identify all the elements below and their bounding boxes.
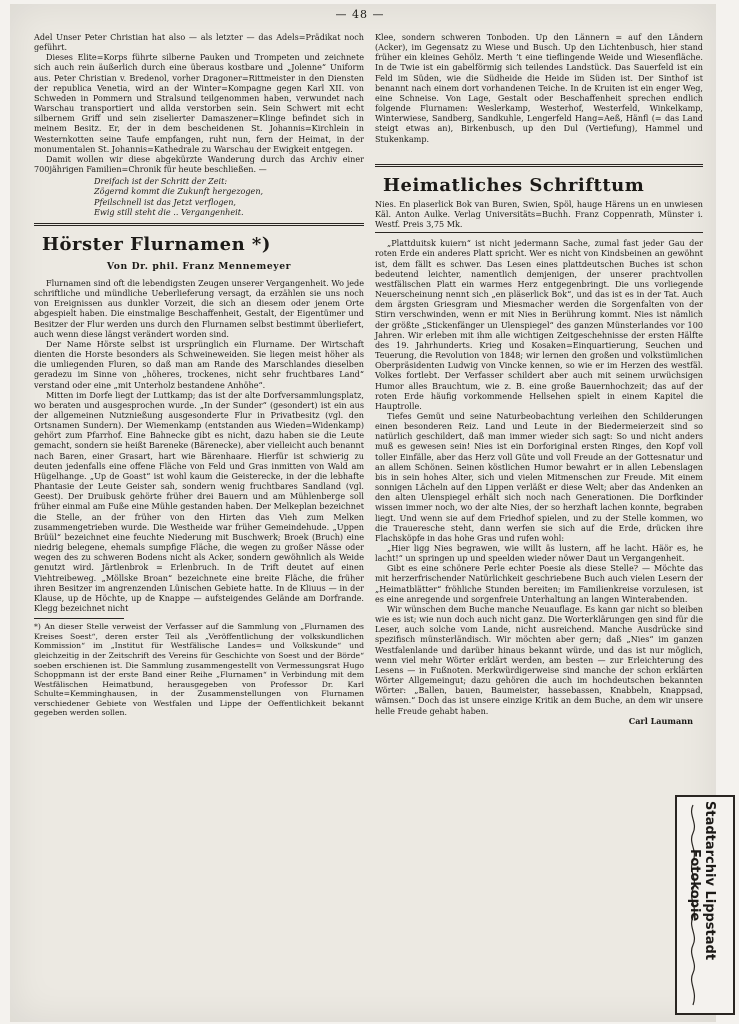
newspaper-page bbox=[10, 4, 716, 1022]
review-book-info: Nies. En plaserlick Bok van Buren, Swien, Spöl, hauge Härens un en unwiesen Käl. Anton Aulke. Verlag Universitäts=Buchh. Franz Coppenrath, Münster i. Westf. Preis 3,75 Mk. bbox=[375, 198, 703, 230]
review-divider bbox=[375, 232, 703, 233]
poem-line: Pfeilschnell ist das Jetzt verflogen, bbox=[94, 196, 236, 207]
review-paragraph: „Plattduitsk kuiern“ ist nicht jedermann Sache, zumal fast jeder Gau der roten Erde ein anderes Platt spricht. Wer es nicht von Kindsbeinen an gewöhnt ist, dem fällt es schwer. Das Lesen eines plattdeutschen Buches ist schon bedeutend leichter, namentlich demjenigen, der unserer prachtvollen westfälischen Platt ein warmes Herz entgegenbringt. Die uns vorliegende Neuerscheinung nennt sich „en pläserlick Bok“, und das ist es in der Tat. Auch dem ärgsten Griesgram und Miesmacher werden die Sorgenfalten von der Stirn verschwinden, wenn er mit Nies in Berührung kommt. Nies ist nämlich der größte „Stickenfänger un Ulenspiegel“ des ganzen Münsterlandes vor 100 Jahren. Wir erleben mit ihm alle wichtigen Zeitgeschehnisse der ersten Hälfte des 19. Jahrhunderts. Krieg und Kosaken=Einquartierung, Seuchen und Teuerung, die Revolution von 1848; wir lernen den großen und volkstümlichen Oberpräsidenten Ludwig von Vincke kennen, so wie er im Herzen des westfäl. Volkes fortlebt. Der Verfasser schildert aber auch mit seinem urwüchsigen Humor alles Brauchtum, wie z. B. eine große Bauernhochzeit; das auf der roten Erde häufig vorkommende Hellsehen spielt in einem Kapitel die Hauptrolle. bbox=[375, 238, 703, 411]
review-paragraph: Wir wünschen dem Buche manche Neuauflage. Es kann gar nicht so bleiben wie es ist; wie nun doch auch nicht ganz. Die Worterklärungen gen sind für die Leser, auch solche vom Lande, nicht ausreichend. Manche Ausdrücke sind spezifisch münsterländisch. Wir möchten aber gern; daß „Nies“ im ganzen Westfalenlande und darüber hinaus bekannt würde, und das ist nur möglich, wenn viel mehr Wörter erklärt werden, am besten — zur Erleichterung des Lesens — in Fußnoten. Merkwürdigerweise sind manche der schon erklärten Wörter Allgemeingut; dazu gehören die auch im hochdeutschen bekannten Wörter: „Ballen, bauen, Baumeister, hassebassen, Knabbeln, Knappsad, wämsen.“ Doch das ist unsere einzige Kritik an dem Buche, an dem wir unsere helle Freude gehabt haben. bbox=[375, 603, 703, 716]
stamp-line: Fotokopie bbox=[687, 849, 702, 922]
article-byline: Von Dr. phil. Franz Mennemeyer bbox=[106, 260, 292, 272]
article-title: Hörster Flurnamen *) bbox=[42, 233, 271, 255]
poem-line: Ewig still steht die .. Vergangenheit. bbox=[94, 206, 244, 217]
section-divider bbox=[375, 164, 703, 167]
left-column bbox=[34, 32, 364, 718]
right-column bbox=[375, 32, 703, 726]
intro-paragraph: Dieses Elite=Korps führte silberne Pauken und Trompeten und zeichnete sich auch rein äußerlich durch eine überaus kostbare und „Jolenne“ Uniform aus. Peter Christian v. Bredenol, vorher Dragoner=Rittmeister in den Diensten der republica Venetia, wird an der Winter=Kompagne gegen Karl XII. von Schweden in Pommern und Stralsund teilgenommen haben, verwundet nach Warschau transportiert und allda verstorben sein. Sein Schwert mit echt silbernem Griff und sein ziselierter Damaszener=Klinge befindet sich in meinem Besitz. Er, der in dem bescheidenen St. Johannis=Kirchlein in Westernkotten seine Taufe empfangen, ruht nun, fern der Heimat, in der monumentalen St. Johannis=Kathedrale zu Warschau der Ewigkeit entgegen. bbox=[34, 52, 364, 154]
poem-line: Zögernd kommt die Zukunft hergezogen, bbox=[94, 186, 264, 197]
intro-paragraph: Damit wollen wir diese abgekürzte Wanderung durch das Archiv einer 700jährigen Familien=Chronik für heute beschließen. — bbox=[34, 153, 364, 175]
review-paragraph: Tiefes Gemüt und seine Naturbeobachtung verleihen den Schilderungen einen besonderen Reiz. Land und Leute in der Biedermeierzeit sind so natürlich geschildert, daß man immer wieder sich sagt: So und nicht anders muß es gewesen sein! Nies ist ein Dorforiginal ersten Ringes, den Kopf voll toller Einfälle, aber das Herz voll Güte und voll Freude an der Gottesnatur und an allem Schönen. Seinen köstlichen Humor bewahrt er in allen Lebenslagen bis in sein hohes Alter, sich und vielen Mitmenschen zur Freude. Mit einem sonnigen Lächeln auf den Lippen verläßt er diese Welt; aber das Andenken an den alten Ulenspiegel erhält sich noch nach Generationen. Die Dorfkinder wissen immer noch, wo der alte Nies, der so herzhaft lachen konnte, begraben liegt. Und wenn sie auf dem Friedhof spielen, und zu der Stelle kommen, wo die Traueresche steht, dann werfen sie sich auf die Erde, drücken ihre Flachsköpfe in das hohe Gras und rufen wohl: bbox=[375, 410, 703, 543]
section-title: Heimatliches Schrifttum bbox=[383, 174, 645, 196]
archive-stamp bbox=[675, 795, 735, 1015]
review-paragraph: Gibt es eine schönere Perle echter Poesie als diese Stelle? — Möchte das mit herzerfrischender Natürlichkeit geschriebene Buch auch vielen Lesern der „Heimatblätter“ fröhliche Stunden bereiten; im Familienkreise vorzulesen, ist es eine anregende und sorgenfreie Unterhaltung an langen Winterabenden. bbox=[375, 563, 703, 604]
article-paragraph: Flurnamen sind oft die lebendigsten Zeugen unserer Vergangenheit. Wo jede schriftliche und mündliche Ueberlieferung versagt, da erzählen sie uns noch von Ereignissen aus dunkler Vorzeit, die sich an diesem oder jenem Orte abgespielt haben. Die einstmalige Beschaffenheit, Gestalt, der Eigentümer und Besitzer der Flur werden uns durch den Flurnamen selbst bestimmt überliefert, auch wenn diese längst verändert worden sind. bbox=[34, 277, 364, 339]
poem-line: Dreifach ist der Schritt der Zeit: bbox=[94, 176, 228, 187]
article-paragraph: Mitten im Dorfe liegt der Luttkamp; das ist der alte Dorfversammlungsplatz, wo beraten und ausgesprochen wurde. „In der Sunder“ (gesondert) ist ein aus der allgemeinen Nutznießung ausgesonderte Flur in Privatbesitz (vgl. den Ortsnamen Sundern). Der Wiemenkamp (entstanden aus Wieden=Widenkamp) gehört zum Pfarrhof. Eine Bahnecke gibt es nicht, dazu haben sie die Leute gemacht, sondern sie heißt Bareneke (Bärenecke), aber vielleicht auch benannt nach Baren, einer Grasart, hart wie Bärenhaare. Hierfür ist schwierig zu deuten jedenfalls eine offene Fläche von Feld und Gras inmitten von Wald am Hügelhange. „Up de Goast“ ist wohl kaum die Geisterecke, in der die lebhafte Phantasie der Leute Geister sah, sondern wenig fruchtbares Sandland (vgl. Geest). Der Druibusk gehörte früher drei Bauern und am Mühlenberge soll früher einmal am Fuße eine Mühle gestanden haben. Der Melkeplan bezeichnet die Stelle, an der früher von den Hirten das Vieh zum Melken zusammengetrieben wurde. Die Westheide war früher Gemeindehude. „Uppen Brüül“ bezeichnet eine feuchte Niederung mit Buschwerk; Broek (Bruch) eine niedrig belegene, ehemals sumpfige Fläche, die wegen zu großer Nässe oder wegen des zu schweren Bodens nicht als Acker, sondern gewöhnlich als Weide genutzt wird. Järtlenbrok = Erlenbruch. In de Trift deutet auf einen Viehtreibeweg. „Möllske Broan“ bezeichnete eine breite Fläche, die früher ihren Besitzer im angrenzenden Lünischen Gebiete hatte. In de Kliuus — in der Klause, up de Höchte, up de Knappe — aufsteigendes Gelände am Dorfrande. Klegg bezeichnet nicht bbox=[34, 389, 364, 613]
section-divider bbox=[34, 223, 364, 226]
stamp-line: Stadtarchiv Lippstadt bbox=[702, 801, 717, 961]
poem bbox=[94, 176, 364, 217]
footnote-divider bbox=[34, 618, 124, 619]
intro-paragraph: Adel Unser Peter Christian hat also — als letzter — das Adels=Prädikat noch geführt. bbox=[34, 32, 364, 53]
continued-paragraph: Klee, sondern schweren Tonboden. Up den Lännern = auf den Ländern (Acker), im Gegensatz zu Wiese und Busch. Up den Lichtenbusch, hier stand früher ein kleines Gehölz. Merth ’t eine tieflingende Weide und Wiesenfläche. In de Twie ist ein gabelförmig sich teilendes Landstück. Das Sauerfeld ist ein Feld im Süden, wie die Südheide die Heide im Süden ist. Der Sinthof ist benannt nach einem dort vorhandenen Teiche. In de Kruiten ist ein enger Weg, eine Schneise. Von Lage, Gestalt oder Beschaffenheit sprechen endlich folgende Flurnamen: Weslerkamp, Westerhof, Westerfeld, Winkelkamp, Winterwiese, Sandberg, Sandkuhle, Lengerfeld Hang=Aeß, Hänfl (= das Land steigt etwas an), Birkenbusch, up den Dul (Vertiefung), Hammel und Stukenkamp. bbox=[375, 32, 703, 144]
review-quote: „Hier ligg Nies begrawen, wie willt äs lustern, aff he lacht. Häör es, he lacht!“ un springen up und speelden wieder nöwer Daut un Vergangenheit. bbox=[375, 543, 703, 564]
stamp-text bbox=[687, 801, 717, 960]
article-footnote: *) An dieser Stelle verweist der Verfasser auf die Sammlung von „Flurnamen des Kreises Soest“, deren erster Teil als „Veröffentlichung der volkskundlichen Kommission“ im „Institut für Westfälische Landes= und Volkskunde“ und gleichzeitig in der Zeitschrift des Vereins für Geschichte von Soest und der Börde“ soeben erschienen ist. Die Sammlung zusammengestellt von Vermessungsrat Hugo Schoppmann ist der erste Band einer Reihe „Flurnamen“ in Verbindung mit dem Westfälischen Heimatbund, herausgegeben von Professor Dr. Karl Schulte=Kemminghausen, in der Zusammenstellungen von Flurnamen verschiedener Gebiete von Westfalen und Lippe der Oeffentlichkeit bekannt gegeben werden sollen. bbox=[34, 622, 364, 718]
article-paragraph: Der Name Hörste selbst ist ursprünglich ein Flurname. Der Wirtschaft dienten die Horste besonders als Schweineweiden. Sie liegen meist höher als die umliegenden Fluren, so daß man am Rande des Marschlandes dieselben geradezu im Sinne von „höheres, trockenes, nicht sehr fruchtbares Land“ verstand oder eine „mit Unterholz bestandene Anhöhe“. bbox=[34, 338, 364, 390]
page-number: — 48 — bbox=[335, 8, 385, 21]
review-signature: Carl Laumann bbox=[628, 715, 693, 726]
